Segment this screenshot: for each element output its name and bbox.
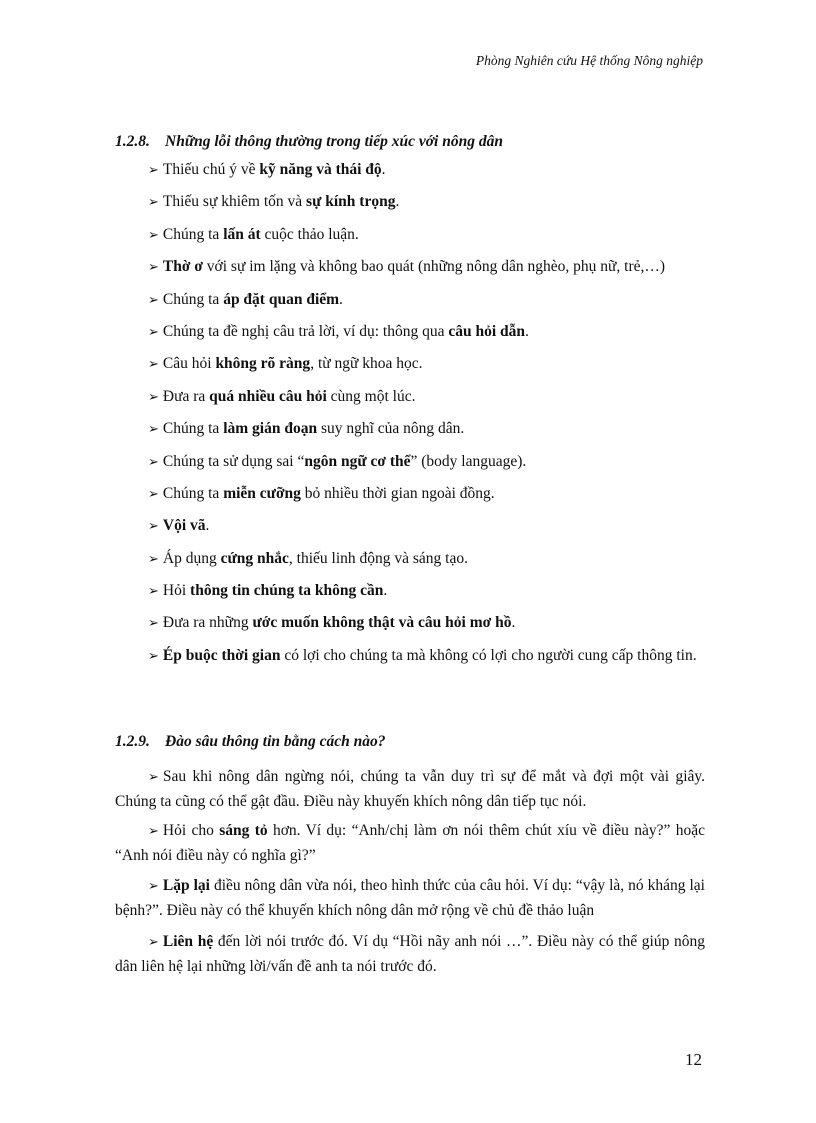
paragraph-text: Hỏi cho	[162, 822, 220, 839]
section-number: 1.2.9.	[115, 733, 150, 750]
arrow-bullet-icon: ➢	[148, 879, 159, 894]
list-item	[148, 549, 708, 581]
item-text: cuộc thảo luận.	[260, 225, 359, 243]
arrow-bullet-icon: ➢	[148, 519, 159, 535]
arrow-bullet-icon: ➢	[148, 260, 159, 276]
item-bold: sự kính trọng	[306, 193, 396, 211]
paragraph-text: hơn. Ví dụ: “Anh/chị làm ơn nói thêm chút xíu về điều này?” hoặc “Anh nói điều này có nghĩa gì?”	[115, 822, 705, 864]
item-text: Hỏi	[162, 582, 191, 600]
list-item	[148, 581, 708, 613]
arrow-bullet-icon: ➢	[148, 824, 159, 839]
item-bold: Thờ ơ	[162, 258, 203, 276]
section-title: Đào sâu thông tin bằng cách nào?	[165, 733, 386, 750]
page-number: 12	[685, 1050, 702, 1069]
item-text: Thiếu sự khiêm tốn và	[162, 193, 307, 211]
item-bold: quá nhiều câu hỏi	[209, 387, 327, 405]
item-text: .	[525, 322, 529, 340]
arrow-bullet-icon: ➢	[148, 195, 159, 211]
arrow-bullet-icon: ➢	[148, 163, 159, 178]
item-text: ” (body language).	[410, 452, 527, 470]
item-text: , thiếu linh động và sáng tạo.	[288, 549, 468, 567]
arrow-bullet-icon: ➢	[148, 324, 159, 340]
list-item	[148, 613, 708, 645]
item-text: Chúng ta	[162, 484, 224, 502]
item-text: .	[395, 193, 400, 211]
item-bold: kỹ năng và thái độ	[259, 161, 382, 178]
item-bold: Vội vã	[162, 517, 206, 535]
item-text: .	[383, 582, 388, 600]
arrow-bullet-icon: ➢	[148, 770, 159, 785]
item-bold: miễn cưỡng	[223, 484, 301, 502]
list-item	[148, 354, 708, 386]
item-text: Đưa ra những	[162, 614, 253, 632]
section-heading-1-2-9	[115, 733, 386, 751]
item-text: .	[339, 290, 343, 308]
item-text: Chúng ta	[162, 420, 224, 438]
item-text: cùng một lúc.	[326, 387, 416, 405]
item-text: Chúng ta	[162, 225, 224, 243]
list-item	[148, 322, 708, 354]
list-item	[148, 192, 708, 224]
item-bold: thông tin chúng ta không cần	[190, 582, 384, 600]
arrow-bullet-icon: ➢	[148, 422, 159, 438]
list-item	[148, 290, 708, 322]
item-text: .	[511, 614, 516, 632]
item-text: Thiếu chú ý về	[162, 161, 260, 178]
list-item	[148, 484, 708, 516]
arrow-bullet-icon: ➢	[148, 935, 159, 950]
arrow-bullet-icon: ➢	[148, 227, 159, 243]
running-header: Phòng Nghiên cứu Hệ thống Nông nghiệp	[475, 53, 703, 68]
section-title: Những lỗi thông thường trong tiếp xúc với nông dân	[165, 133, 503, 150]
paragraph-text: Sau khi nông dân ngừng nói, chúng ta vẫn duy trì sự để mắt và đợi một vài giây. Chúng ta cũng có thể gật đầu. Điều này khuyến khích nông dân tiếp tục nói.	[115, 768, 705, 810]
item-bold: không rõ ràng	[215, 355, 311, 373]
item-bold: ngôn ngữ cơ thể	[304, 452, 411, 470]
arrow-bullet-icon: ➢	[148, 616, 159, 632]
arrow-bullet-icon: ➢	[148, 551, 159, 567]
item-bold: ước muốn không thật và câu hỏi mơ hồ	[252, 614, 512, 632]
item-bold: Ép buộc thời gian	[162, 647, 281, 664]
arrow-bullet-icon: ➢	[148, 486, 159, 502]
list-item	[148, 452, 708, 484]
item-text: .	[205, 517, 210, 535]
item-text: với sự im lặng và không bao quát (những nông dân nghèo, phụ nữ, trẻ,…)	[202, 258, 666, 276]
list-item	[148, 225, 708, 257]
item-text: suy nghĩ của nông dân.	[317, 420, 465, 438]
item-text: Câu hỏi	[162, 355, 216, 373]
paragraph-bold: sáng tỏ	[219, 822, 268, 839]
arrow-bullet-icon: ➢	[148, 389, 159, 405]
item-text: bỏ nhiều thời gian ngoài đồng.	[300, 484, 495, 502]
arrow-bullet-icon: ➢	[148, 454, 159, 470]
item-text: .	[381, 161, 386, 178]
item-text: Chúng ta	[162, 290, 224, 308]
paragraph	[115, 874, 705, 923]
paragraph-text: điều nông dân vừa nói, theo hình thức của câu hỏi. Ví dụ: “vậy là, nó kháng lại bệnh?”. Điều này có thể khuyến khích nông dân mở rộng về chủ đề thảo luận	[115, 877, 705, 919]
paragraph	[115, 930, 705, 979]
errors-list	[148, 160, 708, 646]
item-bold: lấn át	[223, 225, 261, 243]
arrow-bullet-icon: ➢	[148, 584, 159, 600]
paragraph	[115, 819, 705, 868]
item-bold: làm gián đoạn	[223, 420, 318, 438]
item-bold: câu hỏi dẫn	[448, 322, 526, 340]
list-item-wrapped	[115, 644, 705, 669]
item-text: Đưa ra	[162, 387, 210, 405]
list-item	[148, 419, 708, 451]
item-bold: cứng nhắc	[220, 549, 289, 567]
list-item	[148, 257, 708, 289]
arrow-bullet-icon: ➢	[148, 292, 159, 308]
item-text: Áp dụng	[162, 549, 221, 567]
paragraph-text: đến lời nói trước đó. Ví dụ “Hồi nãy anh nói …”. Điều này có thể giúp nông dân liên hệ lại những lời/vấn đề anh ta nói trước đó.	[115, 933, 705, 975]
list-item	[148, 516, 708, 548]
list-item	[148, 160, 708, 192]
item-text: , từ ngữ khoa học.	[310, 355, 423, 373]
item-text: Chúng ta sử dụng sai “	[162, 452, 305, 470]
list-item	[148, 387, 708, 419]
item-text: có lợi cho chúng ta mà không có lợi cho người cung cấp thông tin.	[280, 647, 697, 664]
arrow-bullet-icon: ➢	[148, 649, 159, 664]
arrow-bullet-icon: ➢	[148, 357, 159, 373]
paragraph-bold: Lặp lại	[162, 877, 210, 894]
section-heading-1-2-8	[115, 133, 503, 151]
paragraph	[115, 765, 705, 814]
item-text: Chúng ta đề nghị câu trả lời, ví dụ: thông qua	[162, 322, 449, 340]
section-number: 1.2.8.	[115, 133, 150, 150]
paragraph-bold: Liên hệ	[162, 933, 214, 950]
item-bold: áp đặt quan điểm	[223, 290, 340, 308]
